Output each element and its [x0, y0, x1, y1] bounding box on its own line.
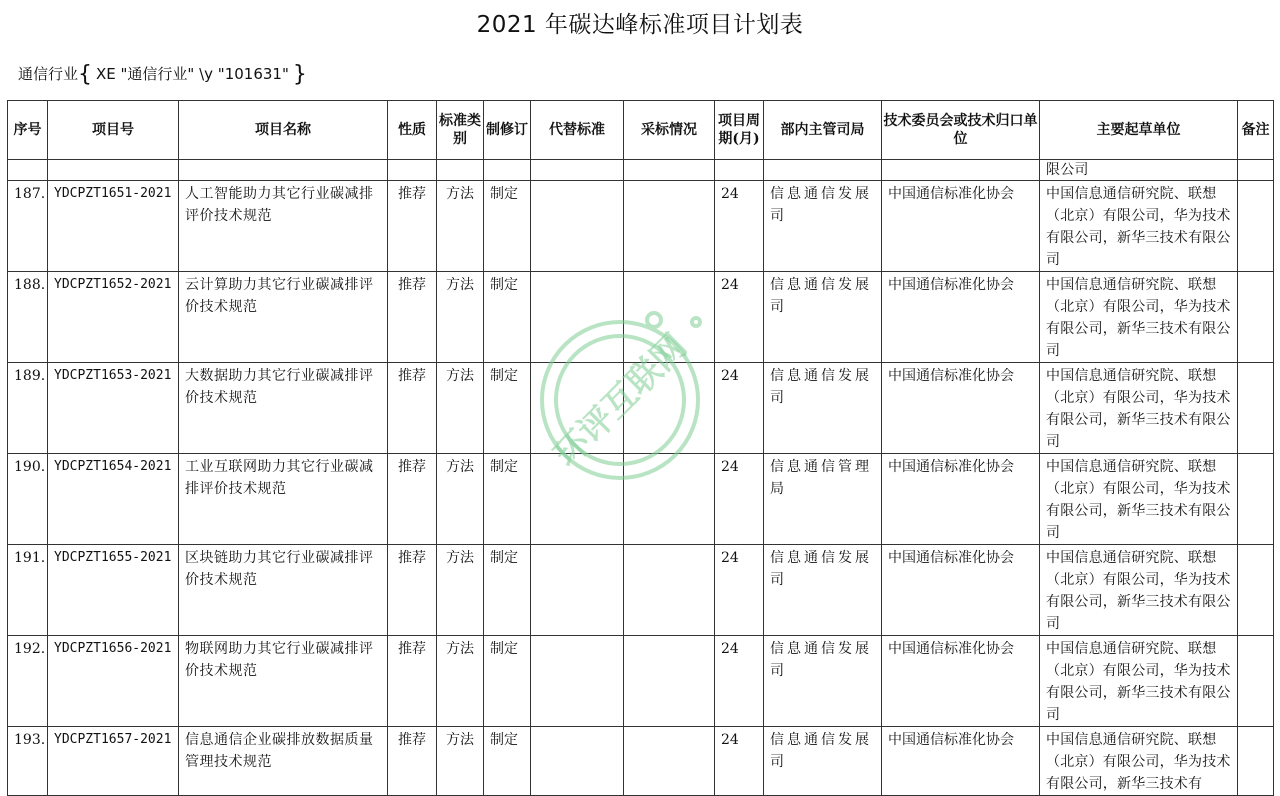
header-drafters: 主要起草单位	[1040, 101, 1238, 160]
table-row	[8, 363, 1274, 454]
cell-replaces	[531, 454, 624, 545]
cell-seq: 192.	[8, 636, 48, 727]
cell-category: 方法	[437, 454, 484, 545]
cell-period: 24	[715, 454, 764, 545]
industry-label: 通信行业	[18, 65, 79, 83]
cell-period	[715, 160, 764, 181]
cell-replaces	[531, 160, 624, 181]
cell-revision: 制定	[484, 545, 531, 636]
cell-category: 方法	[437, 181, 484, 272]
cell-replaces	[531, 545, 624, 636]
table-row	[8, 727, 1274, 796]
cell-committee: 中国通信标准化协会	[882, 181, 1040, 272]
cell-dept	[764, 160, 882, 181]
field-brace-close: }	[292, 62, 307, 87]
cell-revision: 制定	[484, 727, 531, 796]
cell-replaces	[531, 636, 624, 727]
cell-drafters: 中国信息通信研究院、联想（北京）有限公司，华为技术有限公司，新华三技术有限公司	[1040, 636, 1238, 727]
cell-seq	[8, 160, 48, 181]
cell-dept: 信息通信发展司	[764, 272, 882, 363]
header-nature: 性质	[388, 101, 437, 160]
cell-notes	[1238, 636, 1274, 727]
cell-category: 方法	[437, 727, 484, 796]
cell-code	[48, 160, 179, 181]
cell-drafters: 中国信息通信研究院、联想（北京）有限公司，华为技术有限公司，新华三技术有限公司	[1040, 454, 1238, 545]
cell-period: 24	[715, 272, 764, 363]
header-replaces: 代替标准	[531, 101, 624, 160]
cell-nature: 推荐	[388, 545, 437, 636]
header-notes: 备注	[1238, 101, 1274, 160]
cell-replaces	[531, 727, 624, 796]
cell-period: 24	[715, 363, 764, 454]
cell-code: YDCPZT1652-2021	[48, 272, 179, 363]
cell-category	[437, 160, 484, 181]
cell-drafters: 中国信息通信研究院、联想（北京）有限公司，华为技术有限公司，新华三技术有限公司	[1040, 363, 1238, 454]
cell-notes	[1238, 181, 1274, 272]
header-committee: 技术委员会或技术归口单位	[882, 101, 1040, 160]
cell-adoption	[624, 160, 715, 181]
cell-notes	[1238, 454, 1274, 545]
cell-revision: 制定	[484, 636, 531, 727]
cell-notes	[1238, 545, 1274, 636]
table-row	[8, 636, 1274, 727]
cell-name: 信息通信企业碳排放数据质量管理技术规范	[179, 727, 388, 796]
cell-seq: 193.	[8, 727, 48, 796]
page-title: 2021 年碳达峰标准项目计划表	[476, 12, 804, 38]
cell-notes	[1238, 272, 1274, 363]
cell-committee: 中国通信标准化协会	[882, 545, 1040, 636]
continuation-row	[8, 160, 1274, 181]
cell-seq: 190.	[8, 454, 48, 545]
cell-code: YDCPZT1651-2021	[48, 181, 179, 272]
cell-name: 区块链助力其它行业碳减排评价技术规范	[179, 545, 388, 636]
table-row	[8, 272, 1274, 363]
cell-committee: 中国通信标准化协会	[882, 727, 1040, 796]
cell-dept: 信息通信发展司	[764, 545, 882, 636]
cell-name: 工业互联网助力其它行业碳减排评价技术规范	[179, 454, 388, 545]
cell-name: 物联网助力其它行业碳减排评价技术规范	[179, 636, 388, 727]
cell-committee	[882, 160, 1040, 181]
cell-dept: 信息通信发展司	[764, 363, 882, 454]
cell-notes	[1238, 160, 1274, 181]
cell-adoption	[624, 545, 715, 636]
cell-notes	[1238, 727, 1274, 796]
field-brace-open: {	[78, 62, 93, 87]
cell-code: YDCPZT1657-2021	[48, 727, 179, 796]
table-row	[8, 454, 1274, 545]
header-seq: 序号	[8, 101, 48, 160]
cell-name: 云计算助力其它行业碳减排评价技术规范	[179, 272, 388, 363]
cell-period: 24	[715, 181, 764, 272]
cell-notes	[1238, 363, 1274, 454]
cell-code: YDCPZT1656-2021	[48, 636, 179, 727]
table-row	[8, 545, 1274, 636]
cell-nature: 推荐	[388, 636, 437, 727]
cell-name	[179, 160, 388, 181]
cell-code: YDCPZT1655-2021	[48, 545, 179, 636]
cell-seq: 189.	[8, 363, 48, 454]
cell-revision: 制定	[484, 363, 531, 454]
cell-adoption	[624, 727, 715, 796]
watermark-text: 环评互联网	[546, 326, 695, 475]
header-adoption: 采标情况	[624, 101, 715, 160]
header-period: 项目周期(月)	[715, 101, 764, 160]
cell-code: YDCPZT1654-2021	[48, 454, 179, 545]
cell-adoption	[624, 363, 715, 454]
header-category: 标准类别	[437, 101, 484, 160]
cell-adoption	[624, 272, 715, 363]
field-code: XE "通信行业" \y "101631"	[96, 65, 289, 83]
cell-seq: 187.	[8, 181, 48, 272]
cell-revision: 制定	[484, 181, 531, 272]
cell-nature: 推荐	[388, 454, 437, 545]
cell-nature	[388, 160, 437, 181]
cell-category: 方法	[437, 636, 484, 727]
cell-nature: 推荐	[388, 727, 437, 796]
cell-revision	[484, 160, 531, 181]
cell-adoption	[624, 181, 715, 272]
cell-seq: 191.	[8, 545, 48, 636]
cell-category: 方法	[437, 272, 484, 363]
cell-replaces	[531, 272, 624, 363]
cell-revision: 制定	[484, 454, 531, 545]
cell-period: 24	[715, 727, 764, 796]
cell-name: 人工智能助力其它行业碳减排评价技术规范	[179, 181, 388, 272]
cell-adoption	[624, 636, 715, 727]
cell-dept: 信息通信发展司	[764, 727, 882, 796]
cell-nature: 推荐	[388, 363, 437, 454]
cell-drafters: 中国信息通信研究院、联想（北京）有限公司，华为技术有限公司，新华三技术有	[1040, 727, 1238, 796]
cell-period: 24	[715, 545, 764, 636]
cell-dept: 信息通信管理局	[764, 454, 882, 545]
cell-committee: 中国通信标准化协会	[882, 636, 1040, 727]
cell-replaces	[531, 181, 624, 272]
cell-adoption	[624, 454, 715, 545]
cell-category: 方法	[437, 363, 484, 454]
cell-drafters: 中国信息通信研究院、联想（北京）有限公司，华为技术有限公司，新华三技术有限公司	[1040, 272, 1238, 363]
cell-period: 24	[715, 636, 764, 727]
table-row	[8, 181, 1274, 272]
header-revision: 制修订	[484, 101, 531, 160]
cell-name: 大数据助力其它行业碳减排评价技术规范	[179, 363, 388, 454]
cell-seq: 188.	[8, 272, 48, 363]
cell-revision: 制定	[484, 272, 531, 363]
cell-dept: 信息通信发展司	[764, 181, 882, 272]
cell-nature: 推荐	[388, 181, 437, 272]
cell-code: YDCPZT1653-2021	[48, 363, 179, 454]
table-header-row	[8, 101, 1274, 160]
cell-drafters: 中国信息通信研究院、联想（北京）有限公司，华为技术有限公司，新华三技术有限公司	[1040, 545, 1238, 636]
cell-nature: 推荐	[388, 272, 437, 363]
cell-replaces	[531, 363, 624, 454]
standards-plan-table	[7, 100, 1274, 796]
cell-committee: 中国通信标准化协会	[882, 454, 1040, 545]
header-dept: 部内主管司局	[764, 101, 882, 160]
header-name: 项目名称	[179, 101, 388, 160]
cell-dept: 信息通信发展司	[764, 636, 882, 727]
cell-drafters: 中国信息通信研究院、联想（北京）有限公司，华为技术有限公司，新华三技术有限公司	[1040, 181, 1238, 272]
cell-committee: 中国通信标准化协会	[882, 363, 1040, 454]
header-code: 项目号	[48, 101, 179, 160]
cell-drafters: 限公司	[1040, 160, 1238, 181]
cell-committee: 中国通信标准化协会	[882, 272, 1040, 363]
industry-heading	[18, 62, 307, 87]
cell-category: 方法	[437, 545, 484, 636]
